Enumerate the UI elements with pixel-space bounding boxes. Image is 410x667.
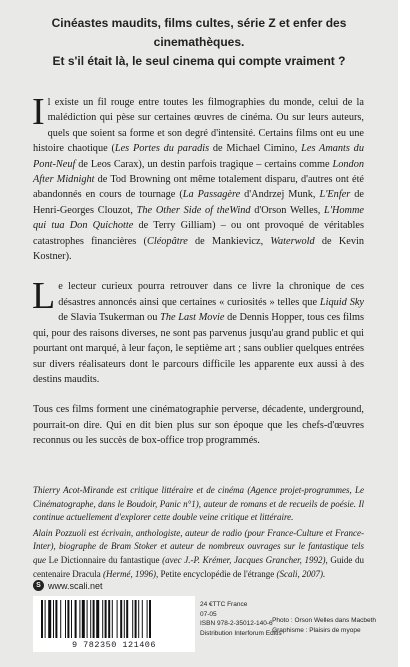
- text: Alain Pozzuoli est écrivain, anthologiste, auteur de radio (pour France-Culture et France-Inter), biographe de Bram Stoker et auteur de nombreux ouvrages sur le fantastique tels que: [33, 527, 364, 565]
- text: de Dennis Hopper, tous ces films qui, pour des raisons diverses, ne sont pas parvenus jusqu'au grand public et qui pourtant ont marqué, à leur façon, le septième art ; sans oublier quelques entrées sur divers réalisateurs dont le parcours difficile les apparente eux aussi à des destins maudits.: [33, 312, 364, 385]
- film-title: The Other Side of theWind: [136, 204, 251, 216]
- film-title: Liquid Sky: [319, 296, 364, 308]
- bio-alain-pozzuoli: [33, 527, 364, 581]
- footer: [0, 580, 398, 667]
- text: l existe un fil rouge entre toutes les filmographies du monde, celui de la malédiction qui pèse sur certaines œuvres de cinéma. Ou sur leurs auteurs, quels que soient sa forme et son degré d'intensité. Certains films ont eu une histoire chaotique (: [33, 97, 364, 155]
- text: de Terry Gilliam) – ou ont provoqué de véritables catastrophes financières (: [33, 220, 364, 247]
- paragraph-2: [32, 275, 364, 387]
- drop-cap: I: [32, 91, 45, 133]
- film-title: Les Amants du Pont-Neuf: [33, 143, 364, 170]
- text: (Hermé, 1996),: [100, 568, 161, 579]
- code: 07-05: [200, 610, 217, 618]
- film-title: La Passagère: [182, 189, 241, 201]
- headline-line-1: Cinéastes maudits, films cultes, série Z et enfer des cinemathèques.: [51, 16, 347, 49]
- barcode: [33, 596, 195, 652]
- text: de Slavia Tsukerman ou: [58, 312, 161, 324]
- drop-cap: L: [32, 275, 56, 318]
- credits: [272, 616, 376, 635]
- text: (Scali, 2007).: [274, 568, 326, 579]
- text: e lecteur curieux pourra retrouver dans ce livre la chronique de ces désastres annoncés ainsi que certaines « curiosités » telles que: [58, 281, 364, 308]
- blurb: [32, 91, 364, 464]
- headline: [6, 14, 392, 71]
- film-title: London After Midnight: [33, 158, 364, 186]
- isbn: ISBN 978-2-35012-140-6: [200, 620, 273, 627]
- barcode-number: 9 782350 121406: [71, 640, 156, 650]
- film-title: Cléopâtre: [146, 235, 188, 247]
- film-title: Waterwold: [270, 235, 315, 247]
- distribution: Distribution Interforum Editis: [200, 629, 282, 637]
- publisher-website: [33, 580, 103, 591]
- price-block: [200, 600, 282, 638]
- text: d'Orson Welles,: [250, 204, 325, 216]
- book-title: Guide du centenaire Dracula: [33, 554, 364, 579]
- paragraph-1: [32, 91, 364, 264]
- headline-line-2: Et s'il était là, le seul cinema qui compte vraiment ?: [52, 54, 346, 68]
- text: de Leos Carax), un destin parfois tragique – certains comme: [75, 158, 333, 170]
- film-title: Les Portes du paradis: [114, 143, 210, 155]
- text: de Kevin Kostner).: [33, 235, 364, 263]
- text: de Henri-Georges Clouzot,: [33, 189, 364, 216]
- author-bios: [33, 484, 364, 583]
- publisher-logo-icon: S: [33, 580, 44, 591]
- bio-thierry-acot-mirande: Thierry Acot-Mirande est critique littéraire et de cinéma (Agence projet-programmes, Le Cinématographe, dans le Boudoir, Panic n°1), auteur de romans et de recueils de poésie. Il continue actuellement d'explorer cette double veine critique et littéraire.: [33, 485, 364, 523]
- text: de Michael Cimino,: [209, 143, 302, 155]
- paragraph-3: Tous ces films forment une cinématographie perverse, décadente, underground, pourrait-on dire. Qui en dit bien plus sur son époque que les chefs-d'œuvres reconnus ou les succès de box-office trop programmés.: [33, 404, 364, 447]
- text: de Tod Browning ont même totalement disparu, d'autres ont été abandonnés en cours de tournage (: [33, 174, 364, 201]
- barcode-bars: [41, 600, 187, 638]
- text: de Mankievicz,: [187, 235, 271, 247]
- photo-credit: Photo : Orson Welles dans Macbeth: [272, 617, 376, 624]
- book-title: Petite encyclopédie de l'étrange: [160, 568, 275, 579]
- text: (avec J.-P. Krémer, Jacques Grancher, 1992),: [159, 554, 331, 565]
- film-title: L'Enfer: [319, 189, 351, 201]
- film-title: The Last Movie: [160, 312, 225, 324]
- graphic-credit: Graphisme : Plaisirs de myope: [272, 626, 361, 634]
- price: 24 €TTC France: [200, 601, 248, 608]
- website-url: www.scali.net: [48, 580, 103, 591]
- film-title: L'Homme qui tua Don Quichotte: [33, 204, 364, 232]
- book-title: Le Dictionnaire du fantastique: [48, 554, 160, 565]
- text: d'Andrzej Munk,: [240, 189, 320, 201]
